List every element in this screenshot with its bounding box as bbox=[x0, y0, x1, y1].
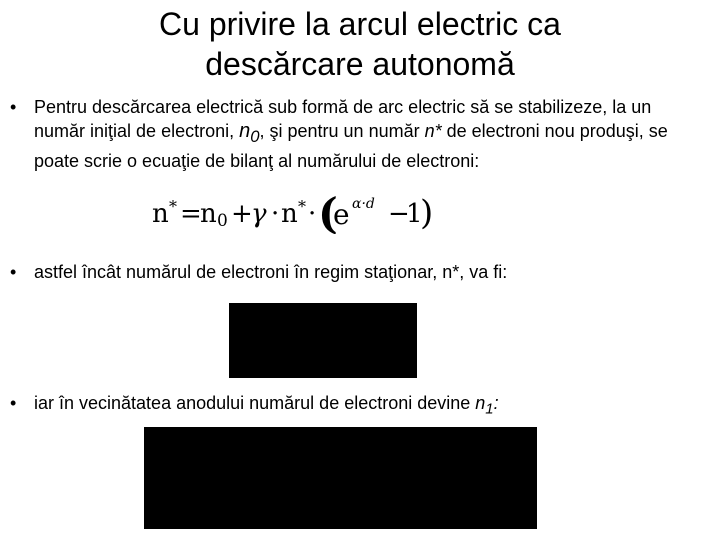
bullet-marker: • bbox=[10, 393, 17, 413]
redacted-formula-anode bbox=[144, 427, 537, 529]
bullet-item-steady-state bbox=[10, 260, 700, 284]
eq-n0-sub: 0 bbox=[217, 211, 228, 231]
title-line-2: descărcare autonomă bbox=[205, 46, 515, 82]
eq-dot2: · bbox=[308, 199, 317, 229]
eq-dot: · bbox=[271, 199, 280, 229]
bullet-text: astfel încât numărul de electroni în regim staţionar, n*, va fi: bbox=[34, 262, 508, 282]
bullet-text bbox=[34, 391, 700, 422]
bullet-text-part: Pentru descărcarea electrică sub formă de arc electric să se stabilizeze, la un număr iniţial de electroni, bbox=[34, 97, 652, 141]
bullet-text bbox=[34, 95, 700, 173]
eq-left-paren: ( bbox=[318, 190, 338, 234]
redacted-formula-steady-state bbox=[229, 303, 417, 378]
bullet-marker: • bbox=[10, 97, 17, 117]
eq-star: * bbox=[169, 197, 177, 216]
eq-one: 1 bbox=[406, 199, 423, 229]
bullet-item-balance bbox=[10, 95, 700, 173]
eq-gamma: γ bbox=[251, 199, 267, 229]
bullet-item-anode bbox=[10, 391, 700, 422]
eq-plus: + bbox=[231, 199, 253, 229]
title-line-1: Cu privire la arcul electric ca bbox=[159, 6, 561, 42]
eq-equals: = bbox=[180, 199, 202, 229]
var-n0-base: n bbox=[239, 120, 251, 142]
eq-exponent: α·d bbox=[352, 196, 375, 212]
eq-star2: * bbox=[298, 197, 306, 216]
bullet-text-part: de electroni nou produşi, se poate scrie o ecuaţie de bilanţ al numărului de electroni: bbox=[34, 121, 668, 171]
var-n0-sub: 0 bbox=[250, 127, 260, 146]
slide-title bbox=[0, 4, 720, 84]
eq-e: e bbox=[333, 198, 350, 231]
bullet-text-part: , şi pentru un număr bbox=[259, 121, 425, 141]
var-n1 bbox=[475, 393, 494, 418]
bullet-text-part: iar în vecinătatea anodului numărul de electroni devine bbox=[34, 393, 476, 413]
var-n1-sub: 1 bbox=[485, 400, 494, 418]
var-n-star: n* bbox=[424, 121, 442, 141]
var-n1-base: n bbox=[475, 393, 486, 413]
eq-n0-base: n bbox=[200, 199, 217, 229]
eq-right-paren: ) bbox=[420, 193, 434, 233]
balance-equation bbox=[152, 190, 532, 234]
bullet-text-part: : bbox=[493, 393, 499, 413]
eq-n2: n bbox=[281, 199, 298, 229]
eq-n: n bbox=[152, 199, 169, 229]
var-n0 bbox=[239, 120, 260, 146]
bullet-marker: • bbox=[10, 262, 17, 282]
eq-minus: − bbox=[388, 199, 410, 229]
balance-equation-svg bbox=[152, 190, 532, 234]
